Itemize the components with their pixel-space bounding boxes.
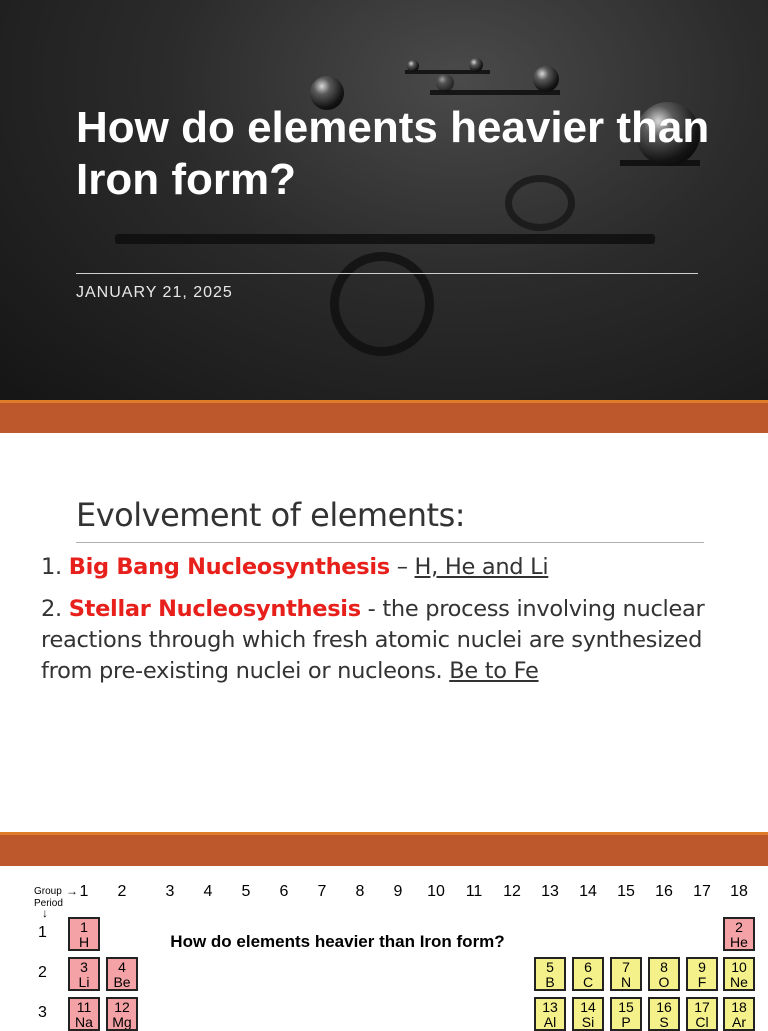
arrow-down-icon: ↓ <box>42 906 48 920</box>
element-symbol: Na <box>75 1014 93 1030</box>
group-period-label <box>34 886 63 910</box>
title-divider <box>76 273 698 274</box>
group-number: 2 <box>117 883 127 900</box>
group-number: 7 <box>317 883 327 900</box>
element-cell-be <box>106 957 138 991</box>
group-number: 14 <box>579 883 597 900</box>
list-number: 1. <box>41 554 69 580</box>
period-number: 1 <box>38 924 47 941</box>
element-cell-li <box>68 957 100 991</box>
atomic-number: 1 <box>80 919 88 935</box>
slide-heading: Evolvement of elements: <box>76 496 466 534</box>
atomic-number: 13 <box>542 999 558 1015</box>
element-cell-mg <box>106 997 138 1031</box>
period-number: 3 <box>38 1004 47 1021</box>
element-symbol: Ne <box>730 974 748 990</box>
atomic-number: 16 <box>656 999 672 1015</box>
element-cell-ar <box>723 997 755 1031</box>
arrow-right-icon: → <box>66 884 78 898</box>
element-symbol: N <box>620 974 632 990</box>
atomic-number: 4 <box>118 959 126 975</box>
atomic-number: 3 <box>80 959 88 975</box>
atomic-number: 6 <box>584 959 592 975</box>
element-cell-si <box>572 997 604 1031</box>
list-item-stellar <box>41 594 721 687</box>
group-number: 10 <box>427 883 445 900</box>
atomic-number: 7 <box>622 959 630 975</box>
group-number: 15 <box>617 883 635 900</box>
atomic-number: 5 <box>546 959 554 975</box>
elements-range-be-fe: Be to Fe <box>449 658 539 684</box>
atomic-number: 15 <box>618 999 634 1015</box>
slide-date: JANUARY 21, 2025 <box>76 284 233 301</box>
slide-separator-band <box>0 832 768 866</box>
group-number: 8 <box>355 883 365 900</box>
element-symbol: C <box>582 974 594 990</box>
list-number: 2. <box>41 596 69 622</box>
element-symbol: B <box>545 974 555 990</box>
element-cell-f <box>686 957 718 991</box>
separator-text: – <box>389 554 415 580</box>
definition-text: - the process involving nuclear reactions through which fresh atomic nuclei are synthesized from pre-existing nuclei or nucleons. <box>41 596 705 684</box>
group-number: 11 <box>465 883 483 900</box>
sphere-decoration <box>436 74 454 92</box>
elements-range-h-he-li: H, He and Li <box>414 554 549 580</box>
list-item-big-bang <box>41 552 721 583</box>
term-stellar-nucleosynthesis: Stellar Nucleosynthesis <box>68 596 361 622</box>
element-symbol: Be <box>113 974 131 990</box>
group-number: 9 <box>393 883 403 900</box>
element-cell-na <box>68 997 100 1031</box>
atomic-number: 2 <box>735 919 743 935</box>
element-cell-s <box>648 997 680 1031</box>
group-number: 1 <box>79 883 89 900</box>
group-number: 17 <box>693 883 711 900</box>
element-symbol: He <box>730 934 748 950</box>
element-cell-al <box>534 997 566 1031</box>
element-symbol: Mg <box>112 1014 132 1030</box>
ring-decoration <box>330 252 434 356</box>
atomic-number: 11 <box>76 999 92 1015</box>
sphere-decoration <box>469 58 483 72</box>
group-number: 4 <box>203 883 213 900</box>
sphere-decoration <box>407 60 419 72</box>
group-number: 6 <box>279 883 289 900</box>
atomic-number: 18 <box>731 999 747 1015</box>
slide-title: How do elements heavier than Iron form? <box>76 103 710 204</box>
group-number: 18 <box>730 883 748 900</box>
element-cell-he <box>723 917 755 951</box>
element-symbol: Cl <box>695 1014 709 1030</box>
group-label: Group <box>34 886 62 897</box>
group-number: 12 <box>503 883 521 900</box>
element-symbol: O <box>658 974 670 990</box>
element-symbol: F <box>697 974 707 990</box>
element-symbol: Ar <box>732 1014 746 1030</box>
atomic-number: 17 <box>694 999 710 1015</box>
element-cell-p <box>610 997 642 1031</box>
group-number: 16 <box>655 883 673 900</box>
atomic-number: 12 <box>114 999 130 1015</box>
group-number: 5 <box>241 883 251 900</box>
element-symbol: S <box>659 1014 669 1030</box>
element-cell-cl <box>686 997 718 1031</box>
element-symbol: Al <box>543 1014 557 1030</box>
element-symbol: H <box>78 934 90 950</box>
element-cell-b <box>534 957 566 991</box>
group-number: 13 <box>541 883 559 900</box>
period-label: Period <box>34 898 63 909</box>
element-cell-n <box>610 957 642 991</box>
slide-separator-band <box>0 400 768 433</box>
atomic-number: 9 <box>698 959 706 975</box>
heading-divider <box>76 542 704 543</box>
atomic-number: 8 <box>660 959 668 975</box>
group-number: 3 <box>165 883 175 900</box>
atomic-number: 14 <box>580 999 596 1015</box>
period-number: 2 <box>38 964 47 981</box>
atomic-number: 10 <box>731 959 747 975</box>
term-big-bang-nucleosynthesis: Big Bang Nucleosynthesis <box>68 554 390 580</box>
element-cell-h <box>68 917 100 951</box>
sphere-decoration <box>533 66 559 92</box>
slide-title: How do elements heavier than Iron form? <box>170 932 505 951</box>
element-symbol: P <box>621 1014 631 1030</box>
title-slide <box>0 0 768 400</box>
element-cell-o <box>648 957 680 991</box>
balance-beam-decoration <box>115 234 655 244</box>
element-symbol: Si <box>581 1014 595 1030</box>
element-cell-c <box>572 957 604 991</box>
element-cell-ne <box>723 957 755 991</box>
element-symbol: Li <box>78 974 90 990</box>
